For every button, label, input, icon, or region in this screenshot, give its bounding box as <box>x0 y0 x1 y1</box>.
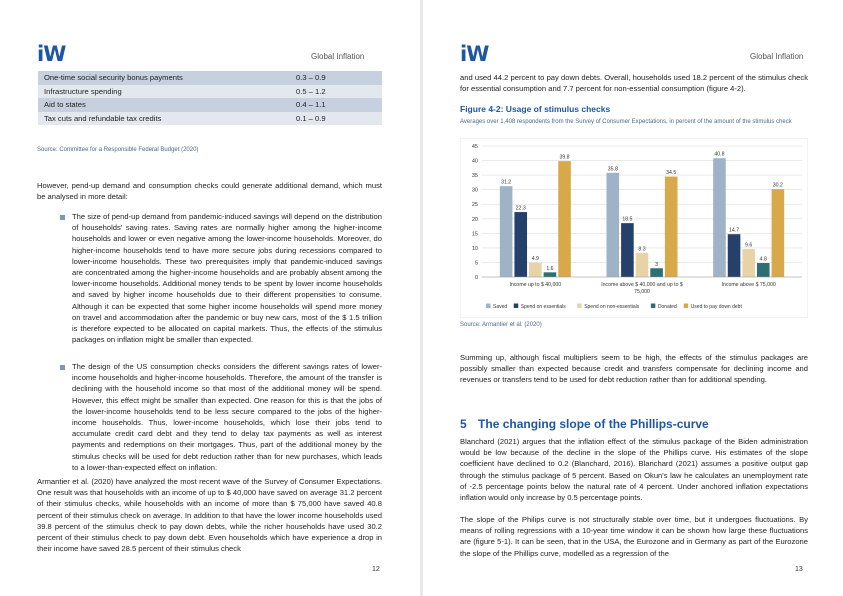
paragraph: Blanchard (2021) argues that the inflation effect of the stimulus package of the Biden administration would be low because of the decline in the slope of the Phillips curve. His estimates of the slope coefficient have declined to 0.2 (Blanchard, 2016). Blanchard (2021) assumes a positive output gap through the stimulus package of 5 percent. Based on Okun's law he calculates an unemployment rate of -2.5 percentage points below the natural rate of 4 percent. Under anchored inflation expectations inflation would only increase by 0.5 percentage points. <box>460 437 808 503</box>
table-row <box>38 98 382 112</box>
stimulus-cost-table <box>38 71 382 125</box>
data-label: 4.9 <box>531 256 539 263</box>
table-source: Source: Committee for a Responsible Federal Budget (2020) <box>37 147 199 153</box>
y-tick-label: 0 <box>474 275 478 281</box>
legend-swatch <box>514 304 519 309</box>
legend-swatch <box>577 304 582 309</box>
paragraph: The slope of the Philips curve is not structurally stable over time, but it undergoes fluctuations. By means of rolling regressions with a 10-year time window it can be shown how large these fluctuations are (figure 5-1). It can be seen, that in the USA, the Eurozone and in Germany as part of the Eurozone the slope of the Phillips curve, modelled as a regression of the <box>460 515 808 558</box>
figure-title: Figure 4-2: Usage of stimulus checks <box>460 104 611 114</box>
y-tick-label: 10 <box>471 245 478 252</box>
bar <box>665 177 678 277</box>
bullet-item: The design of the US consumption checks considers the different savings rates of lower-income households and higher-income households. Therefore, the amount of the transfer is declining with the household income so that most of the additional money will be spend. However, this effect might be smaller than expected. One reason for this is that the jobs of the lower-income households tend to be less secure compared to the jobs of the higher-income households. Thus, lower-income households, which lose their jobs tend to accumulate credit card debt and they tend to delay tax payments as well as interest payments and redemptions on their mortgages. Thus, part of the additional money by the stimulus checks will be used for debt reduction rather than for new purchases, which leads to a lower-than-expected effect on inflation. <box>72 362 382 472</box>
section-title: The changing slope of the Phillips-curve <box>478 417 709 431</box>
table-row <box>38 85 382 99</box>
table-cell-label: Aid to states <box>38 98 290 112</box>
section-number: 5 <box>460 417 467 431</box>
bar <box>757 263 770 277</box>
legend-label: Spend on essentials <box>520 304 566 310</box>
bullet-marker <box>60 365 65 370</box>
legend-label: Saved <box>493 304 508 310</box>
y-tick-label: 35 <box>471 173 478 180</box>
bullet-item: The size of pend-up demand from pandemic-induced savings will depend on the distribution of households' saving rates. Saving rates are normally higher among the higher-income households and lower or even negative among the lower-income households. Moreover, do higher-income households tend to have more secure jobs during recessions compared to lower-income households. These two prerequisites imply that pandemic-induced savings are concentrated among the higher-income households and are probably absent among the lower-income households. Additional money tends to be spent by lower income households and saved by higher income households due to their different propensities to consume. Although it can be expected that some higher income households will spend more money on travel and accommodation after the pandemic or buy new cars, most of the $ 1.5 trillion is therefore expected to be allocated on capital markets. Thus, the effects of the stimulus packages on inflation might be smaller than expected. <box>72 212 382 345</box>
data-label: 34.5 <box>666 170 677 177</box>
y-tick-label: 25 <box>471 202 478 209</box>
table-cell-label: Tax cuts and refundable tax credits <box>38 112 290 126</box>
y-tick-label: 20 <box>471 216 478 223</box>
table-row <box>38 112 382 126</box>
data-label: 18.5 <box>622 216 633 223</box>
paragraph: and used 44.2 percent to pay down debts. Overall, households used 18.2 percent of the stimulus check for essential consumption and 7.7 percent for non-essential consumption (figure 4-2). <box>460 73 808 94</box>
figure-source: Source: Armantier et al. (2020) <box>460 322 542 328</box>
legend-swatch <box>684 304 689 309</box>
legend-label: Donated <box>657 304 677 310</box>
x-tick-label: Income up to $ 40,000 <box>509 282 562 288</box>
table-cell-value: 0.5 – 1.2 <box>290 85 382 99</box>
stimulus-usage-chart <box>460 138 808 318</box>
bar <box>544 272 557 277</box>
legend-swatch <box>486 304 491 309</box>
bar <box>529 263 542 277</box>
bar <box>636 253 649 277</box>
running-header: Global Inflation <box>750 52 804 61</box>
data-label: 8.3 <box>638 246 646 253</box>
y-tick-label: 45 <box>471 144 478 150</box>
table-cell-value: 0.1 – 0.9 <box>290 112 382 126</box>
data-label: 3 <box>655 261 659 268</box>
section-heading <box>460 417 709 431</box>
bar <box>742 249 755 277</box>
table-cell-label: Infrastructure spending <box>38 85 290 99</box>
legend-label: Spend on non-essentials <box>584 304 640 310</box>
page-number: 13 <box>795 566 803 573</box>
iw-logo: iW <box>37 42 66 66</box>
bar <box>728 234 741 277</box>
bar <box>558 161 571 277</box>
table-cell-value: 0.4 – 1.1 <box>290 98 382 112</box>
bar <box>713 158 726 277</box>
data-label: 14.7 <box>729 227 740 234</box>
table-cell-label: One-time social security bonus payments <box>38 71 290 85</box>
legend-label: Used to pay down debt <box>690 304 742 310</box>
bar <box>650 268 663 277</box>
table-cell-value: 0.3 – 0.9 <box>290 71 382 85</box>
bar <box>500 186 513 277</box>
y-tick-label: 15 <box>471 231 478 238</box>
page-right <box>423 0 843 596</box>
table-row <box>38 71 382 85</box>
running-header: Global Inflation <box>311 52 365 61</box>
legend-swatch <box>651 304 656 309</box>
data-label: 35.8 <box>607 166 618 173</box>
paragraph: Armantier et al. (2020) have analyzed the most recent wave of the Survey of Consumer Expectations. One result was that households with an income of up to $ 40,000 have saved on average 31.2 percent of their stimulus checks, while households with an income of more than $ 75,000 have saved 40.8 percent of their stimulus check on average. In addition to that have the lower income households used 39.8 percent of the stimulus check to pay down debts, while the richer households have used 30.2 percent of their stimulus check to pay down debt. Even households which have experience a drop in their income have saved 28.5 percent of their stimulus check <box>37 477 382 554</box>
page-number: 12 <box>372 566 380 573</box>
paragraph: Summing up, although fiscal multipliers seem to be high, the effects of the stimulus packages are possibly smaller than expected because credit and transfers compensate for declining income and revenues or transfers tend to be used for debt reduction rather than for additional spending. <box>460 353 808 385</box>
bar <box>621 223 634 277</box>
page-left <box>0 0 420 596</box>
figure-subtitle: Averages over 1,408 respondents from the Survey of Consumer Expectations, in percent of the amount of the stimulus check <box>460 119 792 125</box>
data-label: 39.8 <box>559 154 570 161</box>
paragraph: However, pend-up demand and consumption checks could generate additional demand, which must be analysed in more detail: <box>37 181 382 202</box>
bar <box>514 212 527 277</box>
y-tick-label: 30 <box>471 187 478 194</box>
iw-logo: iW <box>460 42 489 66</box>
data-label: 22.3 <box>515 205 526 212</box>
y-tick-label: 40 <box>471 158 478 165</box>
bullet-marker <box>60 215 65 220</box>
bar <box>607 173 620 277</box>
data-label: 40.8 <box>714 151 725 158</box>
data-label: 1.6 <box>546 265 554 272</box>
data-label: 9.6 <box>745 242 753 249</box>
data-label: 31.2 <box>501 179 512 186</box>
y-tick-label: 5 <box>474 260 478 267</box>
bar <box>772 189 785 277</box>
x-tick-label: Income above $ 75,000 <box>721 282 776 288</box>
x-tick-label: Income above $ 40,000 and up to $ <box>601 282 683 288</box>
data-label: 4.8 <box>759 256 767 263</box>
data-label: 30.2 <box>772 182 783 189</box>
x-tick-label: 75,000 <box>634 289 650 295</box>
